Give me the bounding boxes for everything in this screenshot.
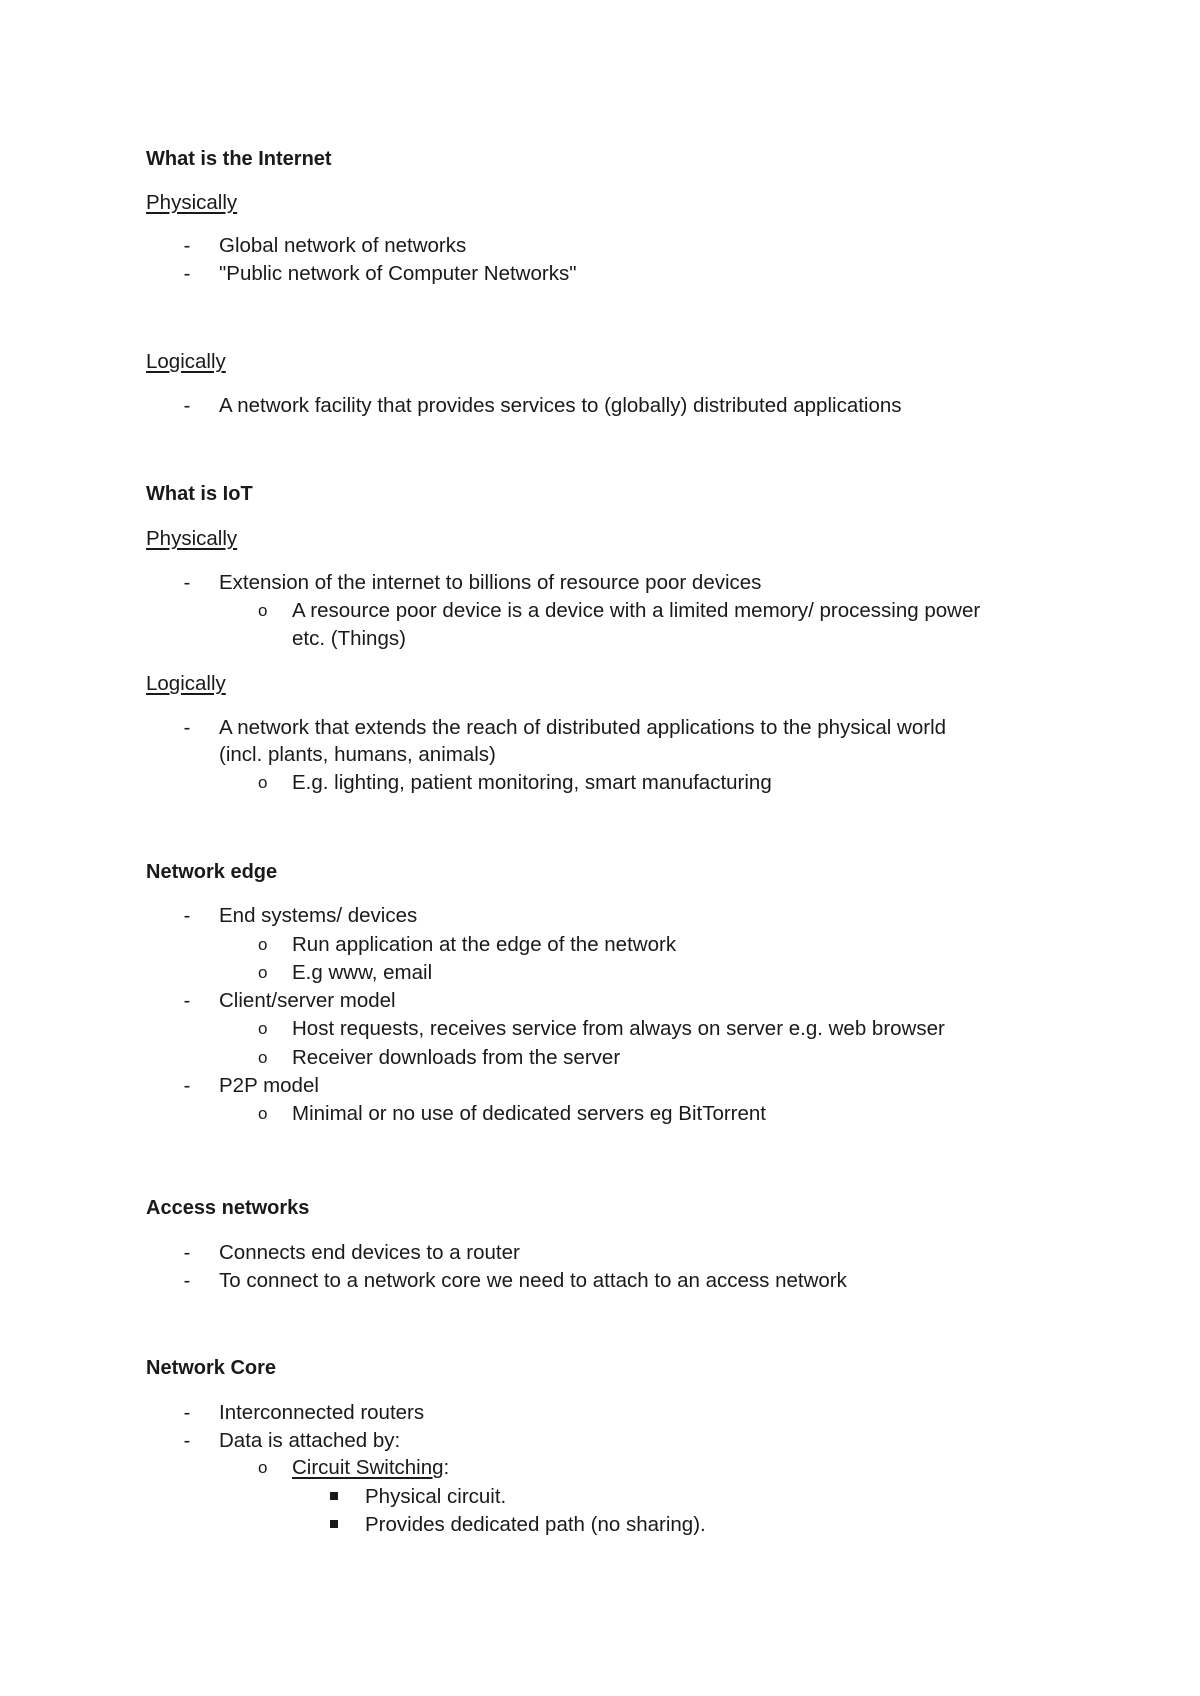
- bullet-dash: -: [183, 395, 191, 417]
- circuit-switching-colon: :: [443, 1456, 450, 1479]
- bullet-circle: o: [258, 1104, 268, 1123]
- list-item: Connects end devices to a router: [219, 1241, 520, 1264]
- list-item: Physical circuit.: [365, 1485, 507, 1508]
- bullet-dash: -: [183, 905, 191, 927]
- list-item: E.g. lighting, patient monitoring, smart manufacturing: [292, 771, 772, 794]
- bullet-circle: o: [258, 1048, 268, 1067]
- bullet-circle: o: [258, 935, 268, 954]
- bullet-dash: -: [183, 572, 191, 594]
- list-item: A network facility that provides services to (globally) distributed applications: [219, 394, 902, 417]
- list-item: Receiver downloads from the server: [292, 1046, 621, 1069]
- internet-physically-label: Physically: [146, 191, 238, 214]
- bullet-dash: -: [183, 1242, 191, 1264]
- list-item: End systems/ devices: [219, 904, 418, 927]
- list-item: Client/server model: [219, 989, 396, 1012]
- heading-network-core: Network Core: [146, 1357, 277, 1379]
- list-item: A network that extends the reach of distributed applications to the physical world: [219, 716, 947, 739]
- list-item: P2P model: [219, 1074, 319, 1097]
- list-item: Minimal or no use of dedicated servers eg BitTorrent: [292, 1102, 767, 1125]
- list-item: Extension of the internet to billions of resource poor devices: [219, 571, 762, 594]
- bullet-circle: o: [258, 1458, 268, 1477]
- list-item: Run application at the edge of the network: [292, 933, 677, 956]
- bullet-square-icon: [330, 1520, 338, 1528]
- list-item: A resource poor device is a device with a limited memory/ processing power: [292, 599, 981, 622]
- list-item: Data is attached by:: [219, 1429, 401, 1452]
- list-item: Interconnected routers: [219, 1401, 425, 1424]
- circuit-switching-label: Circuit Switching: [292, 1456, 444, 1479]
- iot-logically-label: Logically: [146, 672, 226, 695]
- list-item: Global network of networks: [219, 234, 467, 257]
- list-item: E.g www, email: [292, 961, 433, 984]
- list-item-continuation: (incl. plants, humans, animals): [219, 743, 496, 766]
- list-item: To connect to a network core we need to attach to an access network: [219, 1269, 847, 1292]
- heading-internet: What is the Internet: [146, 148, 332, 170]
- bullet-dash: -: [183, 717, 191, 739]
- heading-iot: What is IoT: [146, 483, 253, 505]
- bullet-dash: -: [183, 1075, 191, 1097]
- internet-logically-label: Logically: [146, 350, 226, 373]
- bullet-circle: o: [258, 1019, 268, 1038]
- bullet-dash: -: [183, 263, 191, 285]
- bullet-square-icon: [330, 1492, 338, 1500]
- iot-physically-label: Physically: [146, 527, 238, 550]
- bullet-circle: o: [258, 963, 268, 982]
- bullet-dash: -: [183, 990, 191, 1012]
- heading-access-networks: Access networks: [146, 1197, 310, 1219]
- circuit-switching-item: [292, 1455, 449, 1481]
- list-item-continuation: etc. (Things): [292, 627, 406, 650]
- list-item: "Public network of Computer Networks": [219, 262, 577, 285]
- bullet-dash: -: [183, 1270, 191, 1292]
- bullet-dash: -: [183, 235, 191, 257]
- bullet-circle: o: [258, 601, 268, 620]
- bullet-dash: -: [183, 1402, 191, 1424]
- list-item: Host requests, receives service from always on server e.g. web browser: [292, 1017, 945, 1040]
- bullet-circle: o: [258, 773, 268, 792]
- heading-network-edge: Network edge: [146, 861, 278, 883]
- bullet-dash: -: [183, 1430, 191, 1452]
- list-item: Provides dedicated path (no sharing).: [365, 1513, 706, 1536]
